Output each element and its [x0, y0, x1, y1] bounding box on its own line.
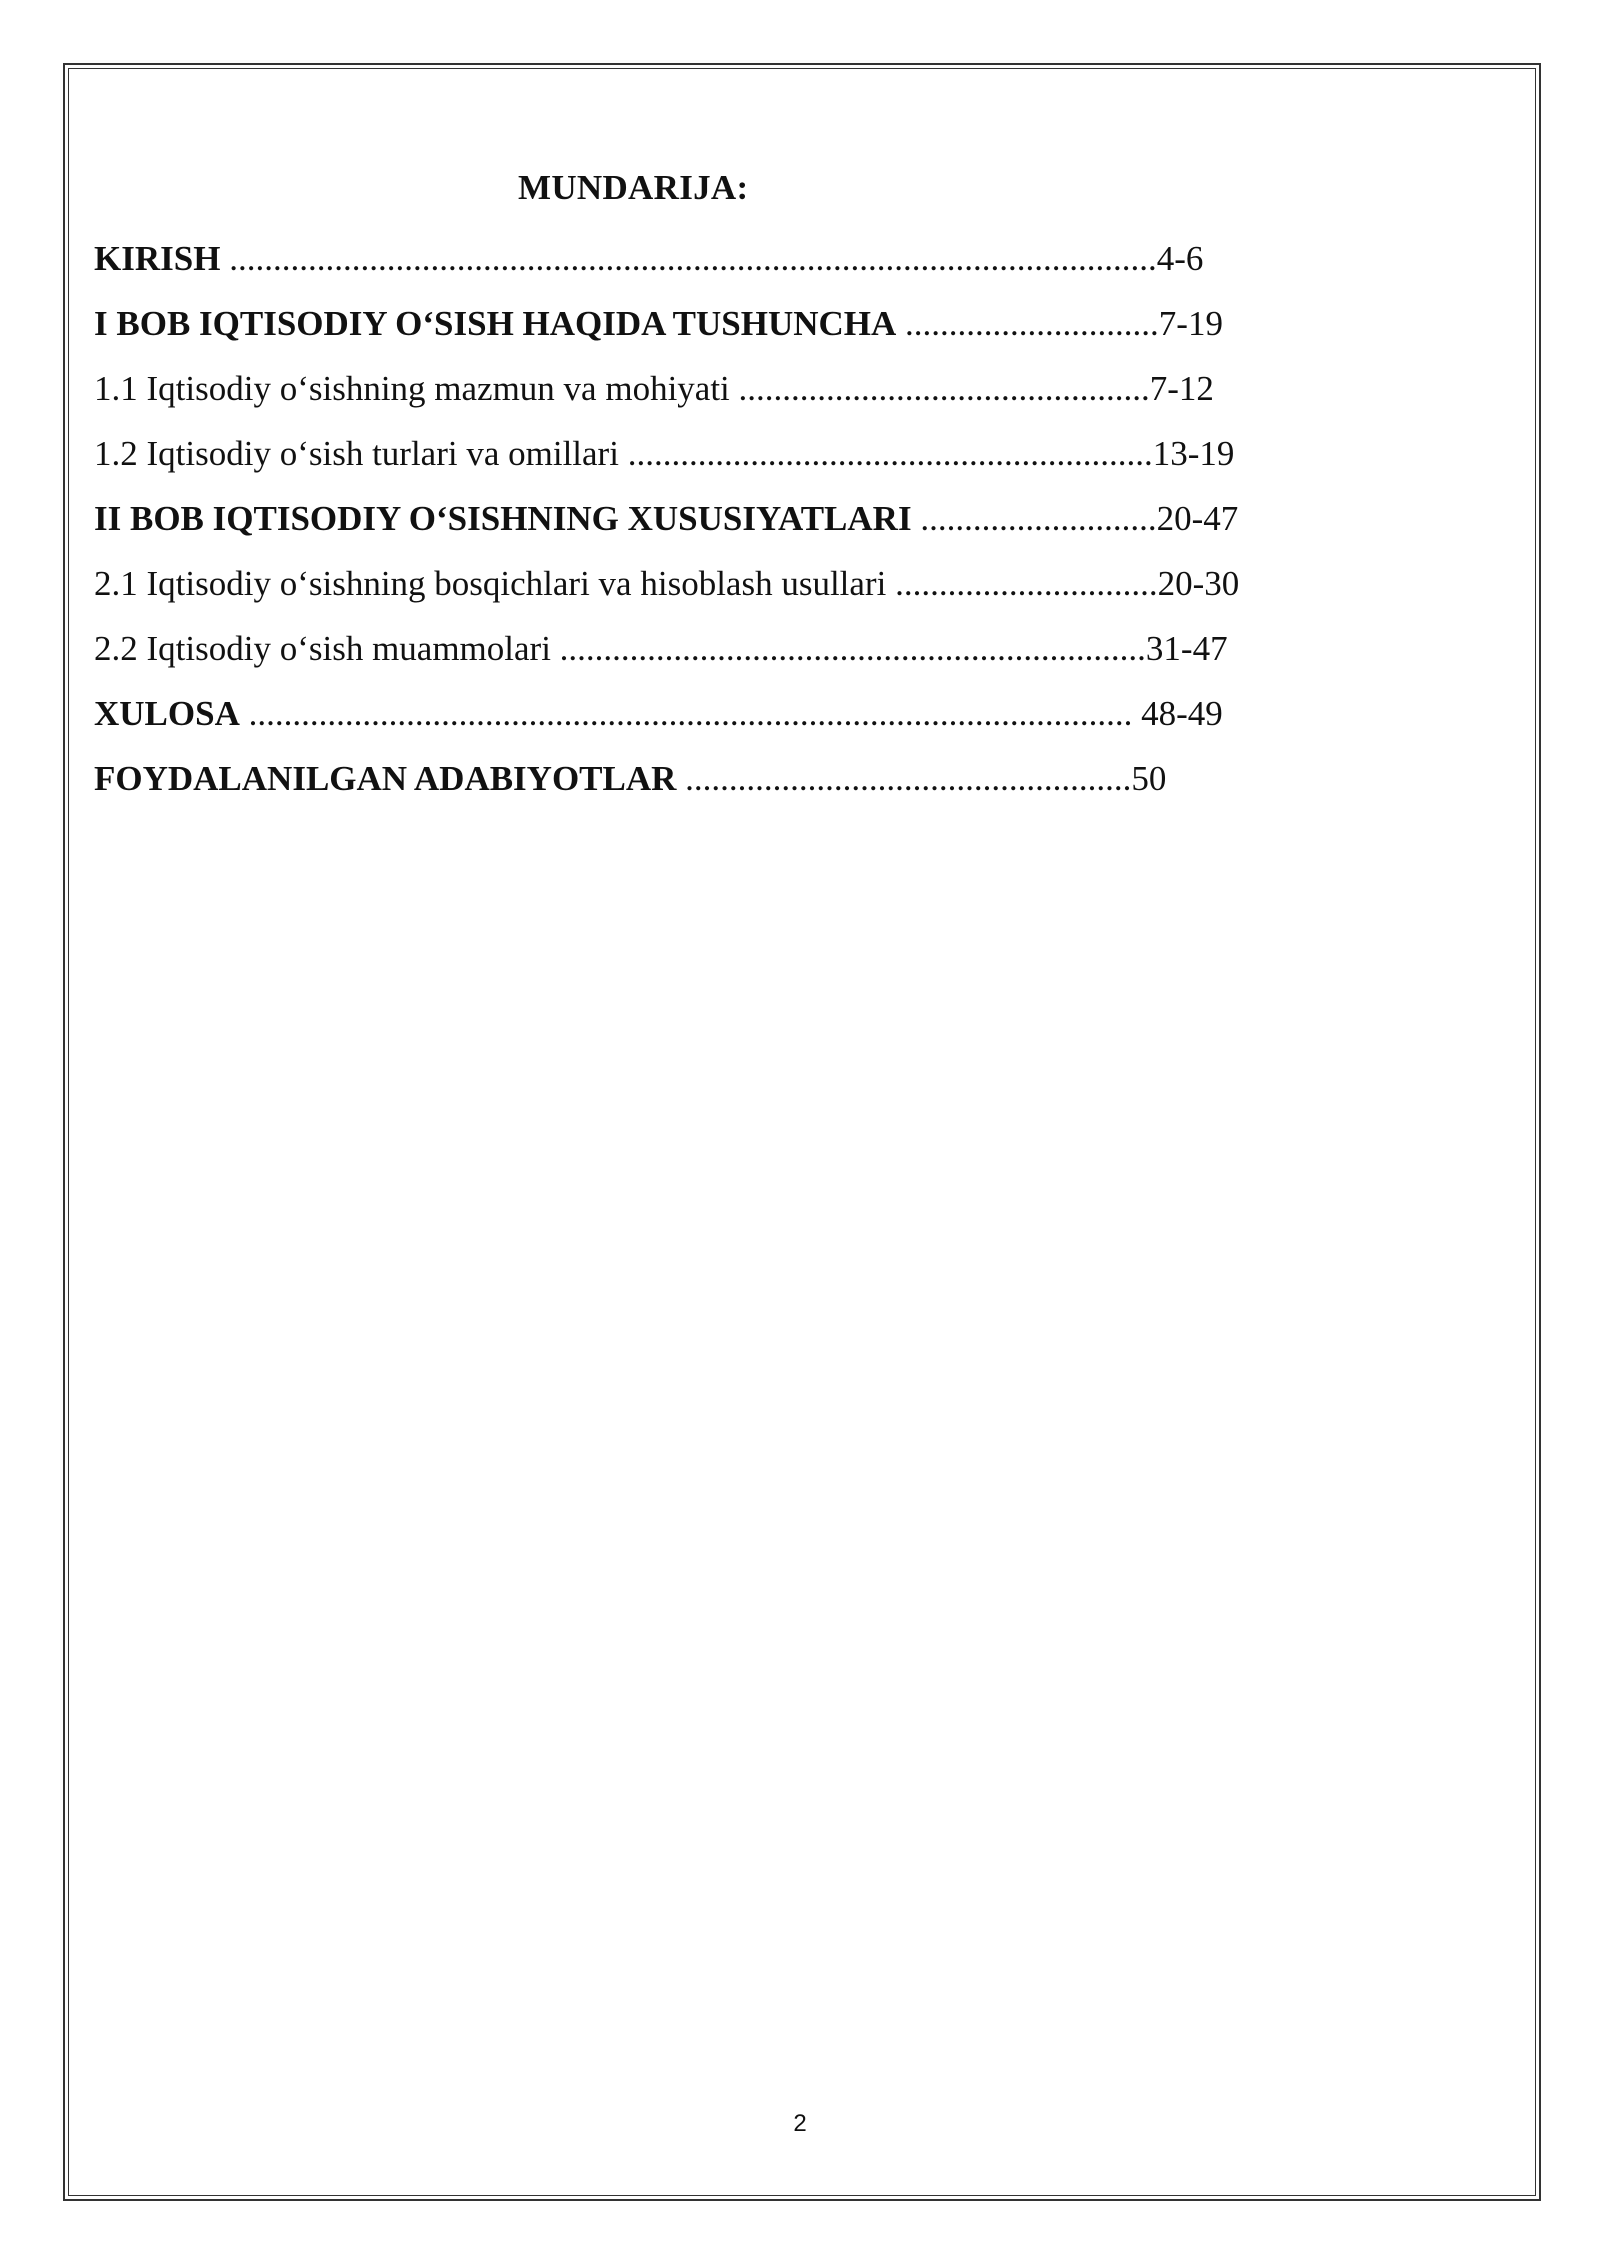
toc-entry-title: 1.1 Iqtisodiy o‘sishning mazmun va mohiyati — [94, 369, 730, 408]
toc-entry-pages: 20-47 — [1156, 499, 1239, 538]
toc-entry-pages: 20-30 — [1157, 564, 1240, 603]
toc-entry-section-2-1[interactable] — [94, 551, 1239, 616]
toc-entry-leader: ............................. — [896, 304, 1159, 343]
page-number: 2 — [793, 2110, 807, 2137]
toc-entry-pages: 7-19 — [1158, 304, 1223, 343]
toc-entry-leader: .......................................................................................................... — [220, 239, 1157, 278]
toc-entry-chapter-1[interactable] — [94, 291, 1239, 356]
toc-entry-title: II BOB IQTISODIY O‘SISHNING XUSUSIYATLARI — [94, 499, 912, 538]
toc-entry-title: FOYDALANILGAN ADABIYOTLAR — [94, 759, 677, 798]
toc-entry-pages: 13-19 — [1152, 434, 1235, 473]
toc-entry-section-1-1[interactable] — [94, 356, 1239, 421]
toc-entry-pages: 31-47 — [1145, 629, 1228, 668]
toc-entry-title: XULOSA — [94, 694, 240, 733]
toc-heading: MUNDARIJA: — [518, 168, 749, 207]
toc-entry-pages: 50 — [1131, 759, 1167, 798]
toc-entry-title: I BOB IQTISODIY O‘SISH HAQIDA TUSHUNCHA — [94, 304, 897, 343]
toc-entry-leader: ............................................................ — [618, 434, 1153, 473]
toc-entry-leader: ..................................................................................................... — [239, 694, 1142, 733]
toc-entry-leader: ................................................... — [676, 759, 1132, 798]
toc-entry-leader: ................................................................... — [550, 629, 1146, 668]
toc-entry-leader: .............................. — [886, 564, 1158, 603]
toc-entry-title: KIRISH — [94, 239, 221, 278]
toc-entry-leader: ........................... — [911, 499, 1157, 538]
toc-entry-leader: ............................................... — [729, 369, 1150, 408]
table-of-contents — [94, 226, 1239, 811]
toc-entry-kirish[interactable] — [94, 226, 1239, 291]
toc-entry-title: 2.2 Iqtisodiy o‘sish muammolari — [94, 629, 551, 668]
toc-entry-section-1-2[interactable] — [94, 421, 1239, 486]
toc-entry-chapter-2[interactable] — [94, 486, 1239, 551]
toc-entry-title: 2.1 Iqtisodiy o‘sishning bosqichlari va hisoblash usullari — [94, 564, 887, 603]
toc-entry-section-2-2[interactable] — [94, 616, 1239, 681]
toc-entry-title: 1.2 Iqtisodiy o‘sish turlari va omillari — [94, 434, 619, 473]
toc-entry-pages: 4-6 — [1156, 239, 1204, 278]
toc-entry-pages: 48-49 — [1141, 694, 1223, 733]
toc-entry-pages: 7-12 — [1149, 369, 1214, 408]
toc-entry-references[interactable] — [94, 746, 1239, 811]
toc-entry-xulosa[interactable] — [94, 681, 1239, 746]
